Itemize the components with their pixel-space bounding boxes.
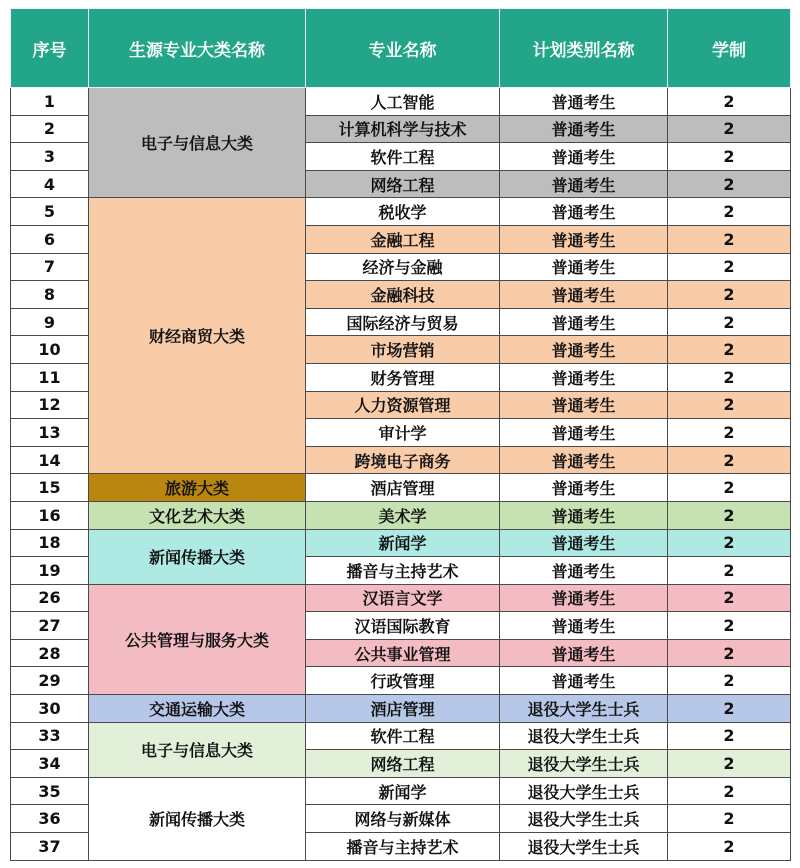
major-cell: 经济与金融 <box>306 253 500 281</box>
years-cell: 2 <box>668 612 791 640</box>
major-cell: 人工智能 <box>306 88 500 116</box>
table-row <box>11 474 791 502</box>
years-cell: 2 <box>668 419 791 447</box>
major-cell: 国际经济与贸易 <box>306 308 500 336</box>
plan-cell: 普通考生 <box>500 639 668 667</box>
years-cell: 2 <box>668 833 791 861</box>
seq-cell: 1 <box>11 88 89 116</box>
major-cell: 公共事业管理 <box>306 639 500 667</box>
years-cell: 2 <box>668 253 791 281</box>
major-cell: 网络工程 <box>306 170 500 198</box>
table-row <box>11 501 791 529</box>
major-cell: 网络与新媒体 <box>306 805 500 833</box>
years-cell: 2 <box>668 391 791 419</box>
major-cell: 人力资源管理 <box>306 391 500 419</box>
major-cell: 汉语国际教育 <box>306 612 500 640</box>
seq-cell: 10 <box>11 336 89 364</box>
years-cell: 2 <box>668 336 791 364</box>
category-cell: 财经商贸大类 <box>89 198 306 474</box>
table-row <box>11 777 791 805</box>
plan-cell: 普通考生 <box>500 446 668 474</box>
years-cell: 2 <box>668 88 791 116</box>
years-cell: 2 <box>668 639 791 667</box>
table-row <box>11 695 791 723</box>
seq-cell: 27 <box>11 612 89 640</box>
plan-cell: 普通考生 <box>500 225 668 253</box>
major-cell: 行政管理 <box>306 667 500 695</box>
plan-cell: 退役大学生士兵 <box>500 722 668 750</box>
header-category: 生源专业大类名称 <box>89 9 306 88</box>
plan-cell: 普通考生 <box>500 170 668 198</box>
plan-cell: 退役大学生士兵 <box>500 777 668 805</box>
seq-cell: 14 <box>11 446 89 474</box>
plan-cell: 普通考生 <box>500 529 668 557</box>
major-cell: 软件工程 <box>306 722 500 750</box>
years-cell: 2 <box>668 557 791 585</box>
years-cell: 2 <box>668 695 791 723</box>
plan-cell: 普通考生 <box>500 612 668 640</box>
enrollment-plan-table <box>10 8 791 861</box>
major-cell: 软件工程 <box>306 143 500 171</box>
seq-cell: 5 <box>11 198 89 226</box>
seq-cell: 37 <box>11 833 89 861</box>
major-cell: 金融科技 <box>306 281 500 309</box>
plan-cell: 退役大学生士兵 <box>500 833 668 861</box>
major-cell: 酒店管理 <box>306 474 500 502</box>
major-cell: 市场营销 <box>306 336 500 364</box>
seq-cell: 6 <box>11 225 89 253</box>
seq-cell: 13 <box>11 419 89 447</box>
seq-cell: 9 <box>11 308 89 336</box>
plan-cell: 普通考生 <box>500 501 668 529</box>
plan-cell: 普通考生 <box>500 419 668 447</box>
seq-cell: 19 <box>11 557 89 585</box>
years-cell: 2 <box>668 722 791 750</box>
major-cell: 网络工程 <box>306 750 500 778</box>
years-cell: 2 <box>668 584 791 612</box>
years-cell: 2 <box>668 529 791 557</box>
seq-cell: 2 <box>11 115 89 143</box>
category-cell: 电子与信息大类 <box>89 88 306 198</box>
major-cell: 财务管理 <box>306 363 500 391</box>
seq-cell: 4 <box>11 170 89 198</box>
major-cell: 汉语言文学 <box>306 584 500 612</box>
plan-cell: 普通考生 <box>500 253 668 281</box>
plan-cell: 普通考生 <box>500 584 668 612</box>
plan-cell: 普通考生 <box>500 281 668 309</box>
seq-cell: 29 <box>11 667 89 695</box>
years-cell: 2 <box>668 225 791 253</box>
major-cell: 跨境电子商务 <box>306 446 500 474</box>
table-row <box>11 529 791 557</box>
header-years: 学制 <box>668 9 791 88</box>
seq-cell: 26 <box>11 584 89 612</box>
years-cell: 2 <box>668 474 791 502</box>
category-cell: 文化艺术大类 <box>89 501 306 529</box>
major-cell: 税收学 <box>306 198 500 226</box>
plan-cell: 普通考生 <box>500 391 668 419</box>
seq-cell: 16 <box>11 501 89 529</box>
plan-cell: 普通考生 <box>500 336 668 364</box>
seq-cell: 34 <box>11 750 89 778</box>
plan-cell: 普通考生 <box>500 143 668 171</box>
plan-cell: 普通考生 <box>500 557 668 585</box>
major-cell: 新闻学 <box>306 529 500 557</box>
years-cell: 2 <box>668 363 791 391</box>
plan-cell: 普通考生 <box>500 363 668 391</box>
years-cell: 2 <box>668 446 791 474</box>
category-cell: 交通运输大类 <box>89 695 306 723</box>
years-cell: 2 <box>668 667 791 695</box>
major-cell: 审计学 <box>306 419 500 447</box>
major-cell: 计算机科学与技术 <box>306 115 500 143</box>
category-cell: 新闻传播大类 <box>89 529 306 584</box>
seq-cell: 11 <box>11 363 89 391</box>
header-seq: 序号 <box>11 9 89 88</box>
seq-cell: 35 <box>11 777 89 805</box>
table-row <box>11 88 791 116</box>
plan-cell: 普通考生 <box>500 198 668 226</box>
major-cell: 新闻学 <box>306 777 500 805</box>
major-cell: 金融工程 <box>306 225 500 253</box>
years-cell: 2 <box>668 198 791 226</box>
major-cell: 播音与主持艺术 <box>306 833 500 861</box>
plan-cell: 普通考生 <box>500 667 668 695</box>
table-row <box>11 198 791 226</box>
category-cell: 旅游大类 <box>89 474 306 502</box>
years-cell: 2 <box>668 170 791 198</box>
years-cell: 2 <box>668 281 791 309</box>
plan-cell: 普通考生 <box>500 308 668 336</box>
years-cell: 2 <box>668 308 791 336</box>
seq-cell: 28 <box>11 639 89 667</box>
header-row <box>11 9 791 88</box>
years-cell: 2 <box>668 143 791 171</box>
header-major: 专业名称 <box>306 9 500 88</box>
plan-cell: 普通考生 <box>500 115 668 143</box>
seq-cell: 36 <box>11 805 89 833</box>
years-cell: 2 <box>668 805 791 833</box>
category-cell: 电子与信息大类 <box>89 722 306 777</box>
plan-cell: 退役大学生士兵 <box>500 695 668 723</box>
plan-cell: 退役大学生士兵 <box>500 750 668 778</box>
major-cell: 播音与主持艺术 <box>306 557 500 585</box>
seq-cell: 7 <box>11 253 89 281</box>
header-plan: 计划类别名称 <box>500 9 668 88</box>
plan-cell: 普通考生 <box>500 474 668 502</box>
years-cell: 2 <box>668 750 791 778</box>
table-row <box>11 722 791 750</box>
major-cell: 酒店管理 <box>306 695 500 723</box>
category-cell: 新闻传播大类 <box>89 777 306 860</box>
seq-cell: 8 <box>11 281 89 309</box>
seq-cell: 12 <box>11 391 89 419</box>
years-cell: 2 <box>668 501 791 529</box>
category-cell: 公共管理与服务大类 <box>89 584 306 694</box>
seq-cell: 3 <box>11 143 89 171</box>
seq-cell: 30 <box>11 695 89 723</box>
seq-cell: 18 <box>11 529 89 557</box>
plan-cell: 退役大学生士兵 <box>500 805 668 833</box>
seq-cell: 33 <box>11 722 89 750</box>
major-cell: 美术学 <box>306 501 500 529</box>
years-cell: 2 <box>668 115 791 143</box>
table-row <box>11 584 791 612</box>
years-cell: 2 <box>668 777 791 805</box>
plan-cell: 普通考生 <box>500 88 668 116</box>
seq-cell: 15 <box>11 474 89 502</box>
